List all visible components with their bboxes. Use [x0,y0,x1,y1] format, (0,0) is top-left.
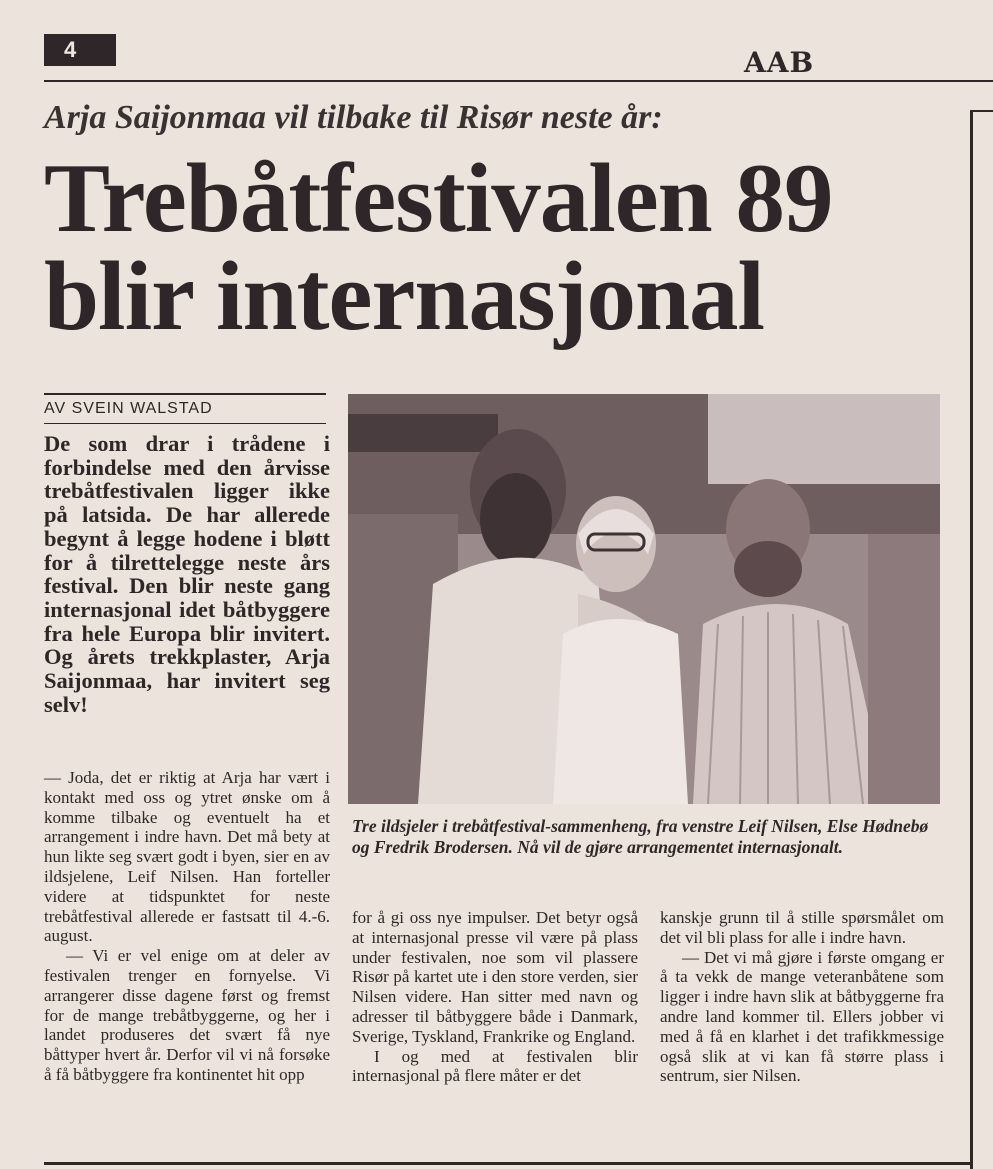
footer-rule [44,1162,970,1165]
header-rule [44,80,993,82]
newspaper-logo: AAB [744,46,815,79]
column-border-top [970,110,993,112]
body-paragraph: — Vi er vel enige om at deler av festivalen trenger en fornyelse. Vi arrangerer disse dagene først og fremst for de mange trebåtbyggerne, og her i landet produseres det svært få nye båttyper hvert år. Derfor vil vi nå forsøke å få båtbyggere fra kontinentet hit opp [44,946,330,1084]
kicker-headline: Arja Saijonmaa vil tilbake til Risør neste år: [44,99,663,136]
body-column-2 [352,908,638,1086]
page-number: 4 [44,34,116,66]
article-photo [348,394,940,804]
byline-rule-bottom [44,423,326,424]
lead-paragraph: De som drar i trådene i forbindelse med den årvisse trebåtfestivalen ligger ikke på latsida. De har allerede begynt å legge hodene i bløtt for å tilrettelegge neste års festival. Den blir neste gang internasjonal idet båtbyggere fra hele Europa blir invitert. Og årets trekkplaster, Arja Saijonmaa, har invitert seg selv! [44,431,330,717]
body-paragraph: I og med at festivalen blir internasjonal på flere måter er det [352,1046,638,1086]
body-paragraph: for å gi oss nye impulser. Det betyr også at internasjonal presse vil være på plass under festivalen, noe som vil plassere Risør på kartet ute i den store verden, sier Nilsen videre. Han sitter med navn og adresser til båtbyggere både i Danmark, Sverige, Tyskland, Frankrike og England. [352,908,638,1046]
headline-line-2: blir internasjonal [44,242,765,351]
body-paragraph: — Det vi må gjøre i første omgang er å ta vekk de mange veteranbåtene som ligger i indre havn slik at båtbyggerne fra andre land kommer til. Ellers jobber vi med å få en klarhet i det trafikkmessige også slik at vi kan få større plass i sentrum, sier Nilsen. [660,947,944,1086]
photo-caption: Tre ildsjeler i trebåtfestival-sammenheng, fra venstre Leif Nilsen, Else Hødnebø og Fredrik Brodersen. Nå vil de gjøre arrangementet internasjonalt. [352,816,929,857]
byline: AV SVEIN WALSTAD [44,400,213,417]
body-paragraph: — Joda, det er riktig at Arja har vært i kontakt med oss og ytret ønske om å komme tilbake og eventuelt ha et arrangement i indre havn. Det må bety at hun likte seg svært godt i byen, sier en av ildsjelene, Leif Nilsen. Han forteller videre at tidspunktet for neste trebåtfestival allerede er fastsatt til 4.-6. august. [44,768,330,946]
body-column-3 [660,908,944,1086]
headline-line-1: Trebåtfestivalen 89 [44,144,833,253]
body-paragraph: kanskje grunn til å stille spørsmålet om det vil bli plass for alle i indre havn. [660,908,944,947]
photo-illustration [348,394,940,804]
main-headline [44,144,964,351]
body-column-1 [44,768,330,1085]
byline-rule-top [44,393,326,395]
column-border [970,110,973,1169]
